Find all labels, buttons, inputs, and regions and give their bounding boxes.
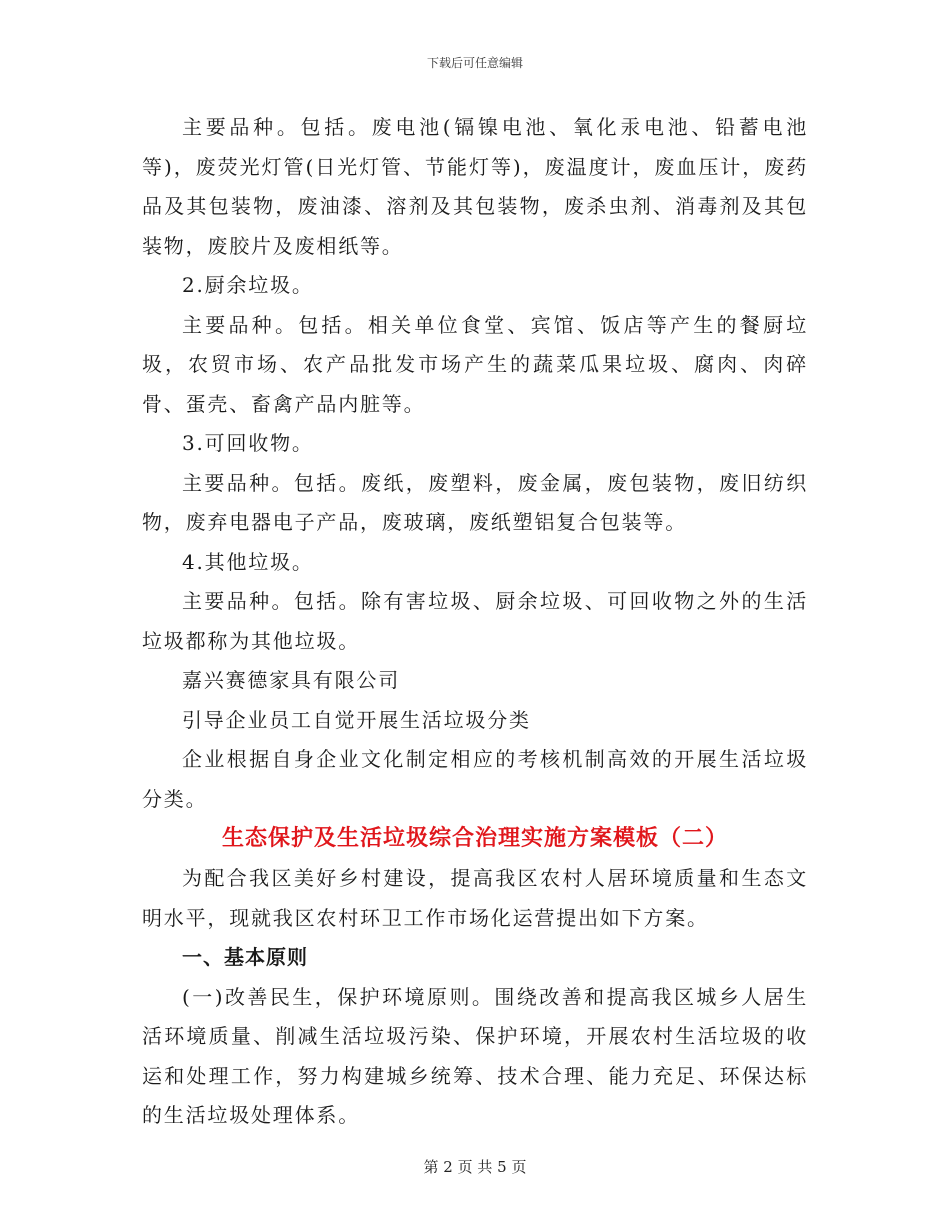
page-number: 第 2 页 共 5 页 [423,1158,527,1176]
paragraph-kitchen-waste-items: 主要品种。包括。相关单位食堂、宾馆、饭店等产生的餐厨垃圾，农贸市场、农产品批发市场产生的蔬菜瓜果垃圾、腐肉、肉碎骨、蛋壳、畜禽产品内脏等。 [142,312,808,416]
heading-other-waste: 4.其他垃圾。 [182,549,314,574]
heading-kitchen-waste: 2.厨余垃圾。 [182,273,314,297]
paragraph-introduction: 为配合我区美好乡村建设，提高我区农村人居环境质量和生态文明水平，现就我区农村环卫工作市场化运营提出如下方案。 [142,866,808,930]
paragraph-other-waste-items: 主要品种。包括。除有害垃圾、厨余垃圾、可回收物之外的生活垃圾都称为其他垃圾。 [142,589,808,653]
section-heading-basic-principles: 一、基本原则 [182,945,308,969]
company-subtitle: 引导企业员工自觉开展生活垃圾分类 [182,707,531,732]
paragraph-hazardous-waste-items: 主要品种。包括。废电池(镉镍电池、氧化汞电池、铅蓄电池等)，废荧光灯管(日光灯管、节能灯等)，废温度计，废血压计，废药品及其包装物，废油漆、溶剂及其包装物，废杀虫剂、消毒剂及其包装物，废胶片及废相纸等。 [142,115,808,258]
company-name: 嘉兴赛德家具有限公司 [182,668,400,692]
heading-recyclables: 3.可回收物。 [182,431,314,455]
paragraph-recyclables-items: 主要品种。包括。废纸，废塑料，废金属，废包装物，废旧纺织物，废弃电器电子产品，废玻璃，废纸塑铝复合包装等。 [142,470,808,534]
document-body [142,108,808,1136]
page-header: 下载后可任意编辑 [426,56,523,70]
paragraph-company-description: 企业根据自身企业文化制定相应的考核机制高效的开展生活垃圾分类。 [142,747,808,811]
paragraph-principle-one: (一)改善民生，保护环境原则。围绕改善和提高我区城乡人居生活环境质量、削减生活垃圾污染、保护环境，开展农村生活垃圾的收运和处理工作，努力构建城乡统筹、技术合理、能力充足、环保达标的生活垃圾处理体系。 [142,984,808,1127]
document-title: 生态保护及生活垃圾综合治理实施方案模板（二） [221,826,728,851]
